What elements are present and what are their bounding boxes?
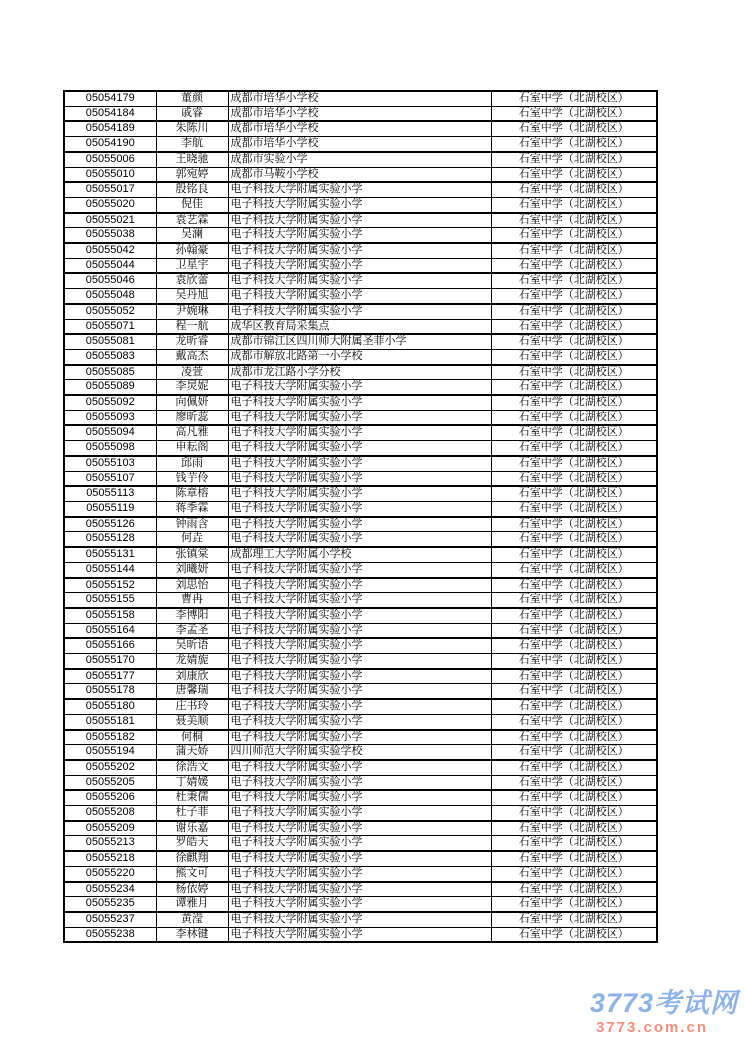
assigned-school-cell: 石室中学（北湖校区） [491,486,657,501]
student-name-cell: 陈章榕 [156,486,228,501]
table-row [64,319,657,334]
assigned-school-cell: 石室中学（北湖校区） [491,380,657,395]
table-row [64,897,657,912]
student-allocation-table [63,90,658,943]
assigned-school-cell: 石室中学（北湖校区） [491,562,657,577]
watermark-site-url: 3773.com.cn [595,1019,708,1036]
table-row [64,334,657,349]
assigned-school-cell: 石室中学（北湖校区） [491,319,657,334]
student-name-cell: 刘曦妍 [156,562,228,577]
primary-school-cell: 电子科技大学附属实验小学 [228,927,491,942]
table-row [64,91,657,106]
student-id-cell: 05055234 [64,882,156,897]
primary-school-cell: 电子科技大学附属实验小学 [228,441,491,456]
assigned-school-cell: 石室中学（北湖校区） [491,456,657,471]
student-id-cell: 05055213 [64,836,156,851]
student-name-cell: 卫星宇 [156,258,228,273]
table-row [64,547,657,562]
student-id-cell: 05055202 [64,760,156,775]
primary-school-cell: 电子科技大学附属实验小学 [228,425,491,440]
assigned-school-cell: 石室中学（北湖校区） [491,866,657,881]
primary-school-cell: 电子科技大学附属实验小学 [228,593,491,608]
student-name-cell: 刘思怡 [156,578,228,593]
primary-school-cell: 电子科技大学附属实验小学 [228,410,491,425]
primary-school-cell: 电子科技大学附属实验小学 [228,456,491,471]
student-name-cell: 戴高杰 [156,349,228,364]
primary-school-cell: 电子科技大学附属实验小学 [228,790,491,805]
student-name-cell: 郭宛婷 [156,167,228,182]
student-name-cell: 李炅妮 [156,380,228,395]
student-name-cell: 何桐 [156,730,228,745]
student-id-cell: 05055181 [64,714,156,729]
table-row [64,851,657,866]
student-name-cell: 蒋季霖 [156,501,228,516]
student-name-cell: 李航 [156,137,228,152]
student-name-cell: 朱陈川 [156,121,228,136]
table-row [64,213,657,228]
student-name-cell: 杜秉儒 [156,790,228,805]
assigned-school-cell: 石室中学（北湖校区） [491,760,657,775]
student-name-cell: 杜子菲 [156,806,228,821]
student-id-cell: 05055048 [64,289,156,304]
student-id-cell: 05055103 [64,456,156,471]
table-row [64,243,657,258]
primary-school-cell: 电子科技大学附属实验小学 [228,882,491,897]
student-name-cell: 孙翰豪 [156,243,228,258]
student-id-cell: 05055093 [64,410,156,425]
assigned-school-cell: 石室中学（北湖校区） [491,684,657,699]
table-body [64,91,657,942]
assigned-school-cell: 石室中学（北湖校区） [491,243,657,258]
assigned-school-cell: 石室中学（北湖校区） [491,699,657,714]
primary-school-cell: 电子科技大学附属实验小学 [228,228,491,243]
table-row [64,395,657,410]
student-id-cell: 05055180 [64,699,156,714]
assigned-school-cell: 石室中学（北湖校区） [491,441,657,456]
table-row [64,927,657,942]
assigned-school-cell: 石室中学（北湖校区） [491,121,657,136]
primary-school-cell: 电子科技大学附属实验小学 [228,289,491,304]
table-row [64,684,657,699]
table-row [64,638,657,653]
watermark-site-name: 3773考试网 [589,988,738,1018]
student-id-cell: 05055208 [64,806,156,821]
table-row [64,623,657,638]
assigned-school-cell: 石室中学（北湖校区） [491,623,657,638]
student-id-cell: 05054179 [64,91,156,106]
table-row [64,380,657,395]
primary-school-cell: 成都市龙江路小学分校 [228,365,491,380]
assigned-school-cell: 石室中学（北湖校区） [491,471,657,486]
assigned-school-cell: 石室中学（北湖校区） [491,912,657,927]
student-name-cell: 钱芋伶 [156,471,228,486]
table-row [64,654,657,669]
assigned-school-cell: 石室中学（北湖校区） [491,213,657,228]
student-id-cell: 05055094 [64,425,156,440]
primary-school-cell: 电子科技大学附属实验小学 [228,866,491,881]
table-row [64,486,657,501]
primary-school-cell: 成都市实验小学 [228,152,491,167]
student-id-cell: 05055182 [64,730,156,745]
student-id-cell: 05055071 [64,319,156,334]
table-row [64,775,657,790]
assigned-school-cell: 石室中学（北湖校区） [491,106,657,121]
table-row [64,912,657,927]
student-name-cell: 邱雨 [156,456,228,471]
assigned-school-cell: 石室中学（北湖校区） [491,517,657,532]
assigned-school-cell: 石室中学（北湖校区） [491,927,657,942]
primary-school-cell: 电子科技大学附属实验小学 [228,714,491,729]
student-name-cell: 殷铭良 [156,182,228,197]
primary-school-cell: 电子科技大学附属实验小学 [228,806,491,821]
student-name-cell: 刘康欣 [156,669,228,684]
student-id-cell: 05055052 [64,304,156,319]
student-name-cell: 张镇棠 [156,547,228,562]
student-name-cell: 龙昕睿 [156,334,228,349]
student-id-cell: 05055107 [64,471,156,486]
assigned-school-cell: 石室中学（北湖校区） [491,167,657,182]
student-name-cell: 李博阳 [156,608,228,623]
primary-school-cell: 电子科技大学附属实验小学 [228,897,491,912]
assigned-school-cell: 石室中学（北湖校区） [491,897,657,912]
student-name-cell: 钟雨含 [156,517,228,532]
primary-school-cell: 电子科技大学附属实验小学 [228,304,491,319]
student-name-cell: 袁艺霖 [156,213,228,228]
assigned-school-cell: 石室中学（北湖校区） [491,730,657,745]
student-id-cell: 05055020 [64,197,156,212]
student-name-cell: 戚睿 [156,106,228,121]
assigned-school-cell: 石室中学（北湖校区） [491,851,657,866]
table-row [64,760,657,775]
student-id-cell: 05055021 [64,213,156,228]
student-id-cell: 05055038 [64,228,156,243]
table-row [64,517,657,532]
student-id-cell: 05055044 [64,258,156,273]
student-name-cell: 谢乐嘉 [156,821,228,836]
primary-school-cell: 成都市培华小学校 [228,91,491,106]
table-row [64,882,657,897]
primary-school-cell: 电子科技大学附属实验小学 [228,395,491,410]
table-row [64,714,657,729]
table-row [64,197,657,212]
primary-school-cell: 电子科技大学附属实验小学 [228,623,491,638]
primary-school-cell: 电子科技大学附属实验小学 [228,471,491,486]
primary-school-cell: 电子科技大学附属实验小学 [228,821,491,836]
student-name-cell: 罗皓天 [156,836,228,851]
student-name-cell: 尹婉琳 [156,304,228,319]
primary-school-cell: 电子科技大学附属实验小学 [228,501,491,516]
table-row [64,410,657,425]
student-name-cell: 申耘阁 [156,441,228,456]
assigned-school-cell: 石室中学（北湖校区） [491,425,657,440]
student-id-cell: 05055083 [64,349,156,364]
student-id-cell: 05055144 [64,562,156,577]
student-name-cell: 黄滢 [156,912,228,927]
student-id-cell: 05055017 [64,182,156,197]
student-name-cell: 王晓驰 [156,152,228,167]
primary-school-cell: 成都市解放北路第一小学校 [228,349,491,364]
student-name-cell: 袁欣蕾 [156,273,228,288]
assigned-school-cell: 石室中学（北湖校区） [491,836,657,851]
primary-school-cell: 电子科技大学附属实验小学 [228,912,491,927]
student-id-cell: 05054189 [64,121,156,136]
assigned-school-cell: 石室中学（北湖校区） [491,775,657,790]
student-id-cell: 05055042 [64,243,156,258]
table-row [64,365,657,380]
table-row [64,532,657,547]
table-row [64,593,657,608]
assigned-school-cell: 石室中学（北湖校区） [491,273,657,288]
table-row [64,866,657,881]
primary-school-cell: 电子科技大学附属实验小学 [228,380,491,395]
primary-school-cell: 电子科技大学附属实验小学 [228,851,491,866]
student-name-cell: 熊文可 [156,866,228,881]
assigned-school-cell: 石室中学（北湖校区） [491,182,657,197]
student-name-cell: 程一航 [156,319,228,334]
primary-school-cell: 电子科技大学附属实验小学 [228,562,491,577]
student-id-cell: 05055237 [64,912,156,927]
student-id-cell: 05055209 [64,821,156,836]
student-name-cell: 李孟圣 [156,623,228,638]
table-row [64,152,657,167]
assigned-school-cell: 石室中学（北湖校区） [491,547,657,562]
student-id-cell: 05055006 [64,152,156,167]
student-name-cell: 吴丹旭 [156,289,228,304]
student-id-cell: 05055092 [64,395,156,410]
assigned-school-cell: 石室中学（北湖校区） [491,638,657,653]
student-id-cell: 05055126 [64,517,156,532]
primary-school-cell: 电子科技大学附属实验小学 [228,775,491,790]
student-id-cell: 05055206 [64,790,156,805]
assigned-school-cell: 石室中学（北湖校区） [491,197,657,212]
primary-school-cell: 成都市培华小学校 [228,137,491,152]
assigned-school-cell: 石室中学（北湖校区） [491,395,657,410]
assigned-school-cell: 石室中学（北湖校区） [491,745,657,760]
student-id-cell: 05055166 [64,638,156,653]
student-id-cell: 05054184 [64,106,156,121]
assigned-school-cell: 石室中学（北湖校区） [491,578,657,593]
student-id-cell: 05055046 [64,273,156,288]
primary-school-cell: 电子科技大学附属实验小学 [228,760,491,775]
student-id-cell: 05055155 [64,593,156,608]
assigned-school-cell: 石室中学（北湖校区） [491,714,657,729]
primary-school-cell: 电子科技大学附属实验小学 [228,669,491,684]
assigned-school-cell: 石室中学（北湖校区） [491,228,657,243]
student-id-cell: 05055170 [64,654,156,669]
primary-school-cell: 电子科技大学附属实验小学 [228,578,491,593]
primary-school-cell: 电子科技大学附属实验小学 [228,638,491,653]
table-row [64,121,657,136]
student-name-cell: 庄书玲 [156,699,228,714]
student-name-cell: 廖昕蕊 [156,410,228,425]
primary-school-cell: 电子科技大学附属实验小学 [228,699,491,714]
primary-school-cell: 电子科技大学附属实验小学 [228,273,491,288]
primary-school-cell: 电子科技大学附属实验小学 [228,213,491,228]
student-name-cell: 谭雅月 [156,897,228,912]
assigned-school-cell: 石室中学（北湖校区） [491,608,657,623]
primary-school-cell: 电子科技大学附属实验小学 [228,486,491,501]
table-row [64,501,657,516]
primary-school-cell: 电子科技大学附属实验小学 [228,654,491,669]
student-id-cell: 05054190 [64,137,156,152]
primary-school-cell: 电子科技大学附属实验小学 [228,243,491,258]
assigned-school-cell: 石室中学（北湖校区） [491,532,657,547]
assigned-school-cell: 石室中学（北湖校区） [491,334,657,349]
table-row [64,273,657,288]
student-id-cell: 05055098 [64,441,156,456]
student-id-cell: 05055164 [64,623,156,638]
assigned-school-cell: 石室中学（北湖校区） [491,152,657,167]
primary-school-cell: 成都市培华小学校 [228,121,491,136]
student-name-cell: 凌萱 [156,365,228,380]
watermark-3773 [590,990,738,1035]
assigned-school-cell: 石室中学（北湖校区） [491,137,657,152]
student-id-cell: 05055081 [64,334,156,349]
table-row [64,578,657,593]
student-name-cell: 李林键 [156,927,228,942]
primary-school-cell: 电子科技大学附属实验小学 [228,836,491,851]
primary-school-cell: 电子科技大学附属实验小学 [228,197,491,212]
student-id-cell: 05055205 [64,775,156,790]
table-row [64,669,657,684]
assigned-school-cell: 石室中学（北湖校区） [491,882,657,897]
student-id-cell: 05055218 [64,851,156,866]
primary-school-cell: 电子科技大学附属实验小学 [228,608,491,623]
student-id-cell: 05055113 [64,486,156,501]
student-name-cell: 唐馨瑞 [156,684,228,699]
table-row [64,836,657,851]
student-id-cell: 05055085 [64,365,156,380]
student-name-cell: 吴昕语 [156,638,228,653]
assigned-school-cell: 石室中学（北湖校区） [491,349,657,364]
assigned-school-cell: 石室中学（北湖校区） [491,821,657,836]
table-row [64,806,657,821]
student-name-cell: 龙婧旎 [156,654,228,669]
table-row [64,730,657,745]
student-name-cell: 丁婧媛 [156,775,228,790]
primary-school-cell: 电子科技大学附属实验小学 [228,532,491,547]
student-name-cell: 徐麒翔 [156,851,228,866]
student-name-cell: 董颜 [156,91,228,106]
primary-school-cell: 四川师范大学附属实验学校 [228,745,491,760]
assigned-school-cell: 石室中学（北湖校区） [491,289,657,304]
student-id-cell: 05055238 [64,927,156,942]
primary-school-cell: 成都市培华小学校 [228,106,491,121]
student-name-cell: 蒲天娇 [156,745,228,760]
student-id-cell: 05055194 [64,745,156,760]
primary-school-cell: 电子科技大学附属实验小学 [228,730,491,745]
table-row [64,456,657,471]
assigned-school-cell: 石室中学（北湖校区） [491,258,657,273]
table-row [64,349,657,364]
table-row [64,167,657,182]
table-row [64,106,657,121]
primary-school-cell: 电子科技大学附属实验小学 [228,258,491,273]
assigned-school-cell: 石室中学（北湖校区） [491,304,657,319]
student-id-cell: 05055128 [64,532,156,547]
primary-school-cell: 成华区教育局采集点 [228,319,491,334]
table-row [64,699,657,714]
assigned-school-cell: 石室中学（北湖校区） [491,91,657,106]
assigned-school-cell: 石室中学（北湖校区） [491,410,657,425]
student-name-cell: 杨依婷 [156,882,228,897]
student-id-cell: 05055177 [64,669,156,684]
student-name-cell: 吴澜 [156,228,228,243]
student-name-cell: 聂美顺 [156,714,228,729]
table-row [64,258,657,273]
table-row [64,441,657,456]
table-row [64,471,657,486]
student-id-cell: 05055119 [64,501,156,516]
table-row [64,137,657,152]
assigned-school-cell: 石室中学（北湖校区） [491,593,657,608]
student-id-cell: 05055235 [64,897,156,912]
student-name-cell: 向佩妍 [156,395,228,410]
student-id-cell: 05055010 [64,167,156,182]
table-row [64,608,657,623]
assigned-school-cell: 石室中学（北湖校区） [491,806,657,821]
student-name-cell: 何垚 [156,532,228,547]
table-row [64,790,657,805]
student-id-cell: 05055158 [64,608,156,623]
table-row [64,745,657,760]
assigned-school-cell: 石室中学（北湖校区） [491,790,657,805]
primary-school-cell: 电子科技大学附属实验小学 [228,517,491,532]
primary-school-cell: 电子科技大学附属实验小学 [228,684,491,699]
primary-school-cell: 成都理工大学附属小学校 [228,547,491,562]
assigned-school-cell: 石室中学（北湖校区） [491,654,657,669]
primary-school-cell: 成都市马鞍小学校 [228,167,491,182]
student-name-cell: 徐浩文 [156,760,228,775]
assigned-school-cell: 石室中学（北湖校区） [491,501,657,516]
student-id-cell: 05055152 [64,578,156,593]
student-id-cell: 05055178 [64,684,156,699]
table-row [64,562,657,577]
student-id-cell: 05055131 [64,547,156,562]
assigned-school-cell: 石室中学（北湖校区） [491,365,657,380]
table-row [64,821,657,836]
table-row [64,228,657,243]
table-row [64,425,657,440]
student-name-cell: 倪佳 [156,197,228,212]
student-name-cell: 高凡雅 [156,425,228,440]
table-row [64,304,657,319]
primary-school-cell: 电子科技大学附属实验小学 [228,182,491,197]
table-row [64,289,657,304]
student-id-cell: 05055089 [64,380,156,395]
table-row [64,182,657,197]
student-name-cell: 曹冉 [156,593,228,608]
primary-school-cell: 成都市锦江区四川师大附属圣菲小学 [228,334,491,349]
assigned-school-cell: 石室中学（北湖校区） [491,669,657,684]
student-id-cell: 05055220 [64,866,156,881]
